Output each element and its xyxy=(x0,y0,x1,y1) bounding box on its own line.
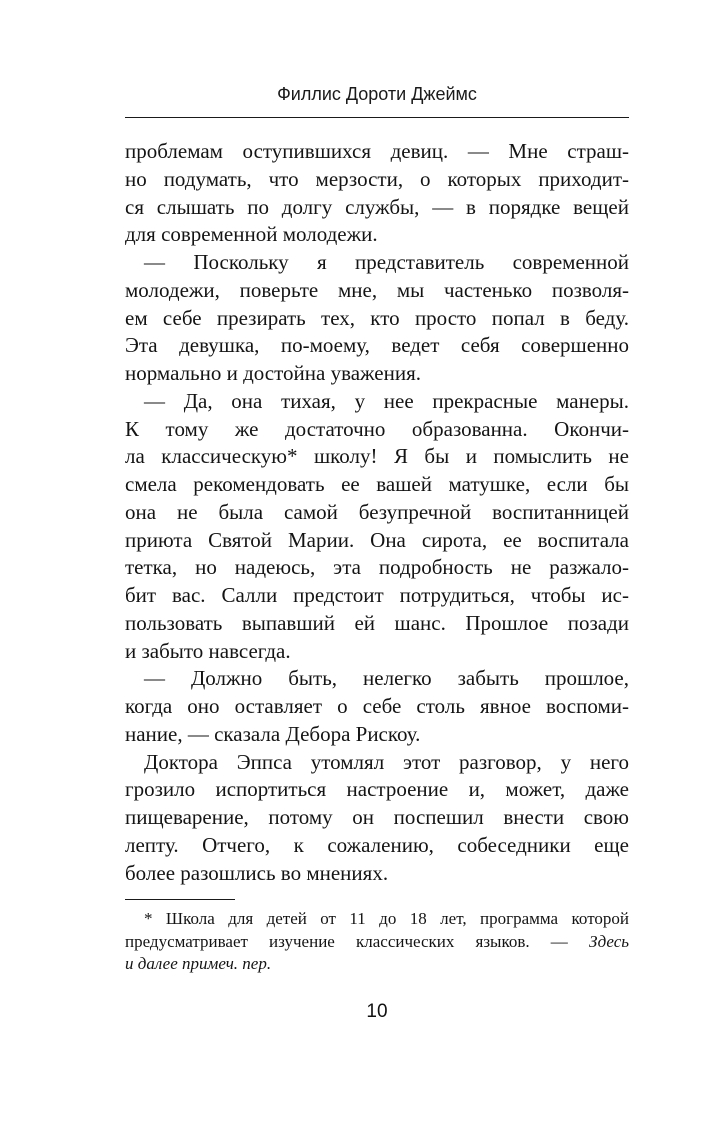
footnote-line xyxy=(125,908,629,931)
body-line: ем себе презирать тех, кто просто попал в беду. xyxy=(125,305,629,330)
body-line: она не была самой безупречной воспитанницей xyxy=(125,499,629,524)
footnote-separator-rule xyxy=(125,899,235,900)
footnote-text: * Школа для детей от 11 до 18 лет, программа которой xyxy=(144,909,629,928)
footnote-line xyxy=(125,953,629,976)
body-line: К тому же достаточно образованна. Окончи- xyxy=(125,416,629,441)
footnote-line xyxy=(125,931,629,954)
body-line: более разошлись во мнениях. xyxy=(125,860,389,885)
body-line: пищеварение, потому он поспешил внести свою xyxy=(125,805,629,829)
body-line: грозило испортиться настроение и, может, даже xyxy=(125,777,629,802)
body-line: бит вас. Салли предстоит потрудиться, чтобы ис- xyxy=(125,583,629,607)
footnote-lines xyxy=(125,908,629,976)
body-line: лепту. Отчего, к сожалению, собеседники еще xyxy=(125,832,629,857)
body-line: ла классическую* школу! Я бы и помыслить не xyxy=(125,444,629,469)
body-line: — Должно быть, нелегко забыть прошлое, xyxy=(144,666,629,691)
header-rule xyxy=(125,117,629,118)
body-line: молодежи, поверьте мне, мы частенько позволя- xyxy=(125,277,629,302)
body-line: смела рекомендовать ее вашей матушке, если бы xyxy=(125,472,629,496)
body-line: но подумать, что мерзости, о которых приходит- xyxy=(125,166,629,191)
body-line: для современной молодежи. xyxy=(125,222,378,247)
body-line: нормально и достойна уважения. xyxy=(125,361,421,385)
body-line: приюта Святой Марии. Она сирота, ее воспитала xyxy=(125,527,629,552)
body-line: пользовать выпавший ей шанс. Прошлое позади xyxy=(125,610,629,635)
body-line: — Поскольку я представитель современной xyxy=(144,250,629,274)
body-line: Доктора Эппса утомлял этот разговор, у него xyxy=(144,749,629,774)
body-line: и забыто навсегда. xyxy=(125,638,291,663)
body-text xyxy=(125,138,629,887)
body-line: — Да, она тихая, у нее прекрасные манеры. xyxy=(144,388,629,413)
footnote xyxy=(125,899,629,976)
body-line: проблемам оступившихся девиц. — Мне страш- xyxy=(125,139,629,163)
footnote-text: предусматривает изучение классических языков. — xyxy=(125,931,589,951)
body-line: ся слышать по долгу службы, — в порядке вещей xyxy=(125,194,629,219)
body-line: нание, — сказала Дебора Рискоу. xyxy=(125,721,421,746)
body-line: когда оно оставляет о себе столь явное воспоми- xyxy=(125,694,629,718)
footnote-italic-text: и далее примеч. пер. xyxy=(125,954,272,974)
page-number: 10 xyxy=(366,1001,388,1022)
body-line: Эта девушка, по-моему, ведет себя совершенно xyxy=(125,333,629,358)
footnote-italic-text: Здесь xyxy=(588,931,629,951)
running-head-author: Филлис Дороти Джеймс xyxy=(277,84,477,104)
body-line: тетка, но надеюсь, эта подробность не разжало- xyxy=(125,555,629,580)
